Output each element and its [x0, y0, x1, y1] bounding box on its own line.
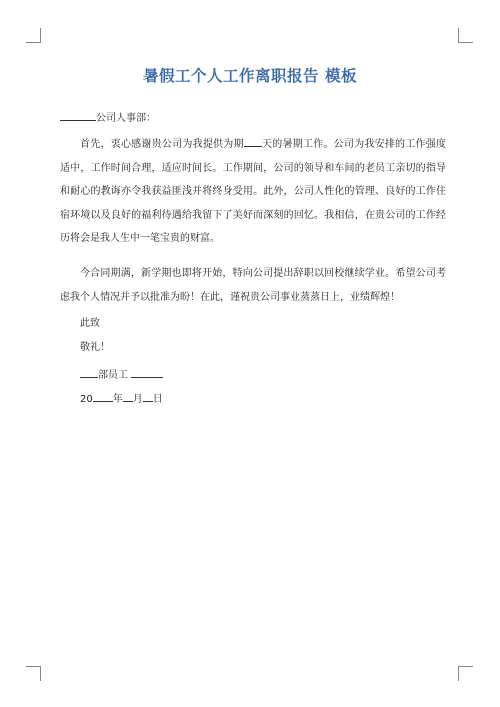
date-prefix: 20	[80, 394, 93, 405]
paragraph-1-part-1: 首先，衷心感谢贵公司为我提供为期	[80, 139, 244, 150]
salutation	[60, 107, 446, 131]
date-month: 月	[132, 394, 143, 405]
date-year: 年	[112, 394, 123, 405]
blank-underline	[131, 367, 163, 378]
signature-label: 部员工	[98, 370, 128, 381]
blank-underline	[244, 136, 262, 147]
closing-line-1: 此致	[80, 318, 100, 329]
date-line	[80, 391, 163, 408]
date-day: 日	[152, 394, 163, 405]
blank-underline	[60, 110, 96, 121]
paragraph-1-part-2: 天的暑期工作。公司为我安排的工作强度适中，工作时间合理，适应时间长。工作期间，公司的领导和车间的老员工亲切的指导和耐心的教诲亦令我获益匪浅并将终身受用。此外，公司人性化的管理、良好的工作住宿环境以及良好的福利待遇给我留下了美好而深刻的回忆。我相信，在贵公司的工作经历将会是我人生中一笔宝贵的财富。	[60, 139, 447, 244]
closing-line-2: 敬礼！	[80, 342, 110, 353]
blank-underline	[93, 391, 113, 402]
paragraph-1	[60, 133, 446, 251]
paragraph-2: 今合同期满，新学期也即将开始，特向公司提出辞职以回校继续学业。希望公司考虑我个人情况并予以批准为盼！在此，谨祝贵公司事业蒸蒸日上，业绩辉煌！	[60, 268, 446, 303]
blank-underline	[80, 367, 98, 378]
crop-mark-top-left	[26, 28, 41, 43]
document-title: 暑假工个人工作离职报告 模板	[143, 67, 357, 85]
blank-underline	[143, 391, 153, 402]
salutation-text: 公司人事部：	[96, 113, 156, 124]
signature-line	[80, 367, 163, 384]
crop-mark-bottom-right	[458, 666, 473, 681]
blank-underline	[123, 391, 133, 402]
crop-mark-top-right	[458, 28, 473, 43]
crop-mark-bottom-left	[26, 666, 41, 681]
